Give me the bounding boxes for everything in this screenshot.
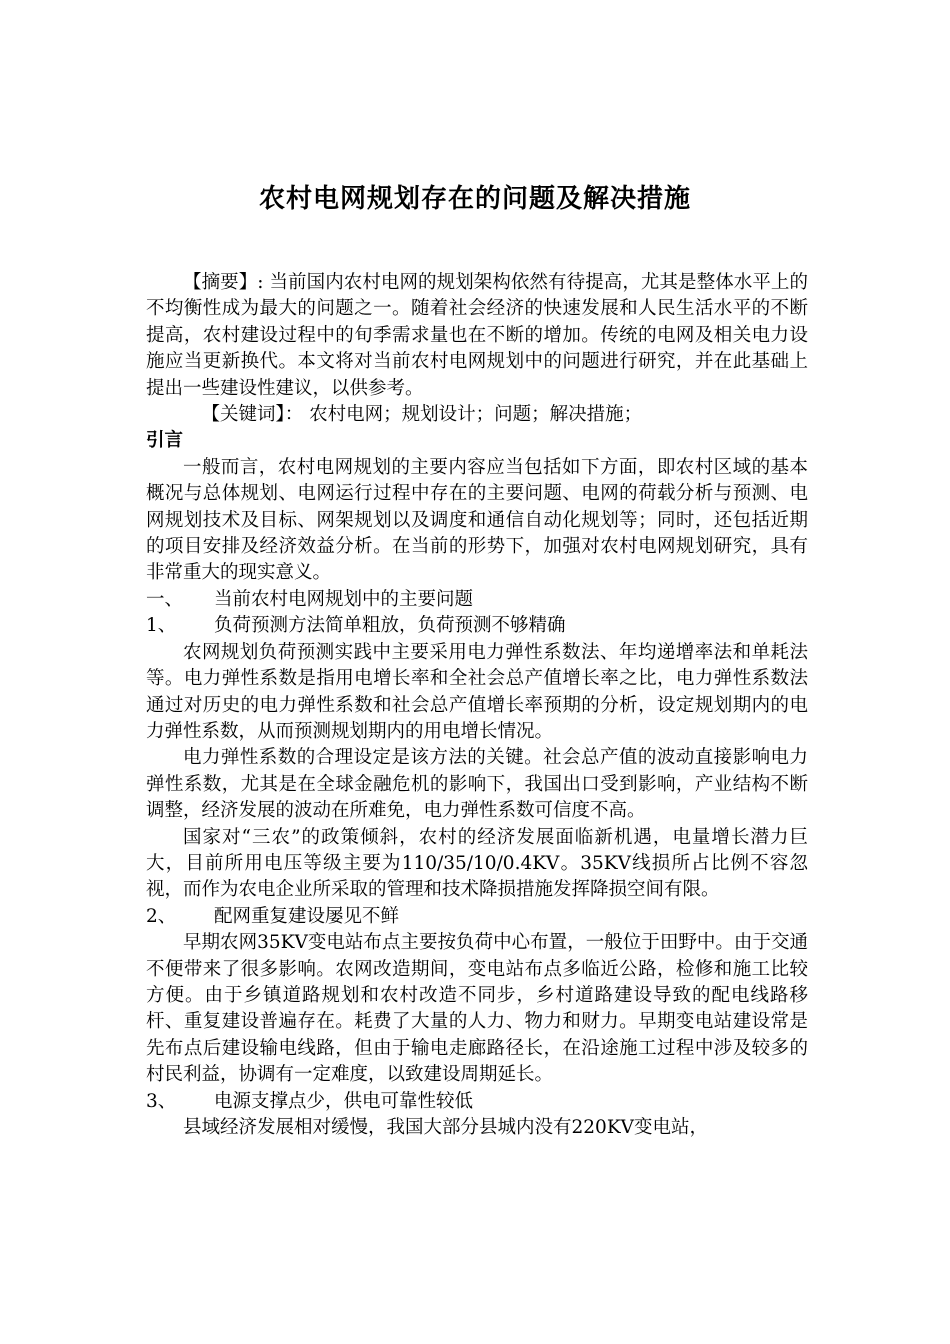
subsection-2-title: 配网重复建设屡见不鲜 [214, 905, 400, 927]
section-1-title: 当前农村电网规划中的主要问题 [214, 588, 474, 610]
keywords-label: 【关键词】： [201, 404, 304, 426]
document-body [146, 270, 808, 1141]
subsection-1-paragraph-2: 电力弹性系数的合理设定是该方法的关键。社会总产值的波动直接影响电力弹性系数，尤其是在全球金融危机的影响下，我国出口受到影响，产业结构不断调整，经济发展的波动在所难免，电力弹性系数可信度不高。 [146, 747, 808, 822]
subsection-2-paragraph-1: 早期农网35KV变电站布点主要按负荷中心布置，一般位于田野中。由于交通不便带来了很多影响。农网改造期间，变电站布点多临近公路，检修和施工比较方便。由于乡镇道路规划和农村改造不同步，乡村道路建设导致的配电线路移杆、重复建设普遍存在。耗费了大量的人力、物力和财力。早期变电站建设常是先布点后建设输电线路，但由于输电走廊路径长，在沿途施工过程中涉及较多的村民利益，协调有一定难度，以致建设周期延长。 [146, 932, 808, 1086]
document-title: 农村电网规划存在的问题及解决措施 [258, 184, 691, 214]
subsection-1-paragraph-1: 农网规划负荷预测实践中主要采用电力弹性系数法、年均递增率法和单耗法等。电力弹性系数是指用电增长率和全社会总产值增长率之比，电力弹性系数法通过对历史的电力弹性系数和社会总产值增长率预期的分析，设定规划期内的电力弹性系数，从而预测规划期内的用电增长情况。 [146, 641, 808, 742]
subsection-3-paragraph-1: 县域经济发展相对缓慢，我国大部分县城内没有220KV变电站， [183, 1117, 708, 1138]
keywords-text: 农村电网；规划设计；问题；解决措施； [309, 404, 643, 426]
subsection-2-heading [146, 904, 808, 930]
subsection-1-heading [146, 613, 808, 639]
subsection-3-number: 3、 [146, 1090, 177, 1112]
abstract-label: 【摘要】 [183, 272, 258, 293]
section-1-number: 一、 [146, 588, 184, 610]
intro-paragraph: 一般而言，农村电网规划的主要内容应当包括如下方面，即农村区域的基本概况与总体规划、电网运行过程中存在的主要问题、电网的荷载分析与预测、电网规划技术及目标、网架规划以及调度和通信自动化规划等；同时，还包括近期的项目安排及经济效益分析。在当前的形势下，加强对农村电网规划研究，具有非常重大的现实意义。 [146, 456, 808, 584]
section-1-heading [146, 587, 808, 613]
abstract-text: : 当前国内农村电网的规划架构依然有待提高，尤其是整体水平上的不均衡性成为最大的问题之一。随着社会经济的快速发展和人民生活水平的不断提高，农村建设过程中的旬季需求量也在不断的增加。传统的电网及相关电力设施应当更新换代。本文将对当前农村电网规划中的问题进行研究，并在此基础上提出一些建设性建议，以供参考。 [146, 272, 808, 399]
subsection-1-number: 1、 [146, 615, 177, 637]
subsection-3-heading [146, 1089, 808, 1115]
abstract-paragraph [146, 270, 808, 402]
keywords-line [146, 402, 808, 428]
intro-heading: 引言 [146, 430, 184, 452]
subsection-2-number: 2、 [146, 905, 177, 927]
subsection-1-title: 负荷预测方法简单粗放，负荷预测不够精确 [214, 615, 566, 637]
subsection-1-paragraph-3: 国家对“三农”的政策倾斜，农村的经济发展面临新机遇，电量增长潜力巨大，目前所用电压等级主要为110/35/10/0.4KV。35KV线损所占比例不容忽视，而作为农电企业所采取的管理和技术降损措施发挥降损空间有限。 [146, 826, 808, 901]
subsection-3-title: 电源支撑点少，供电可靠性较低 [214, 1090, 474, 1112]
